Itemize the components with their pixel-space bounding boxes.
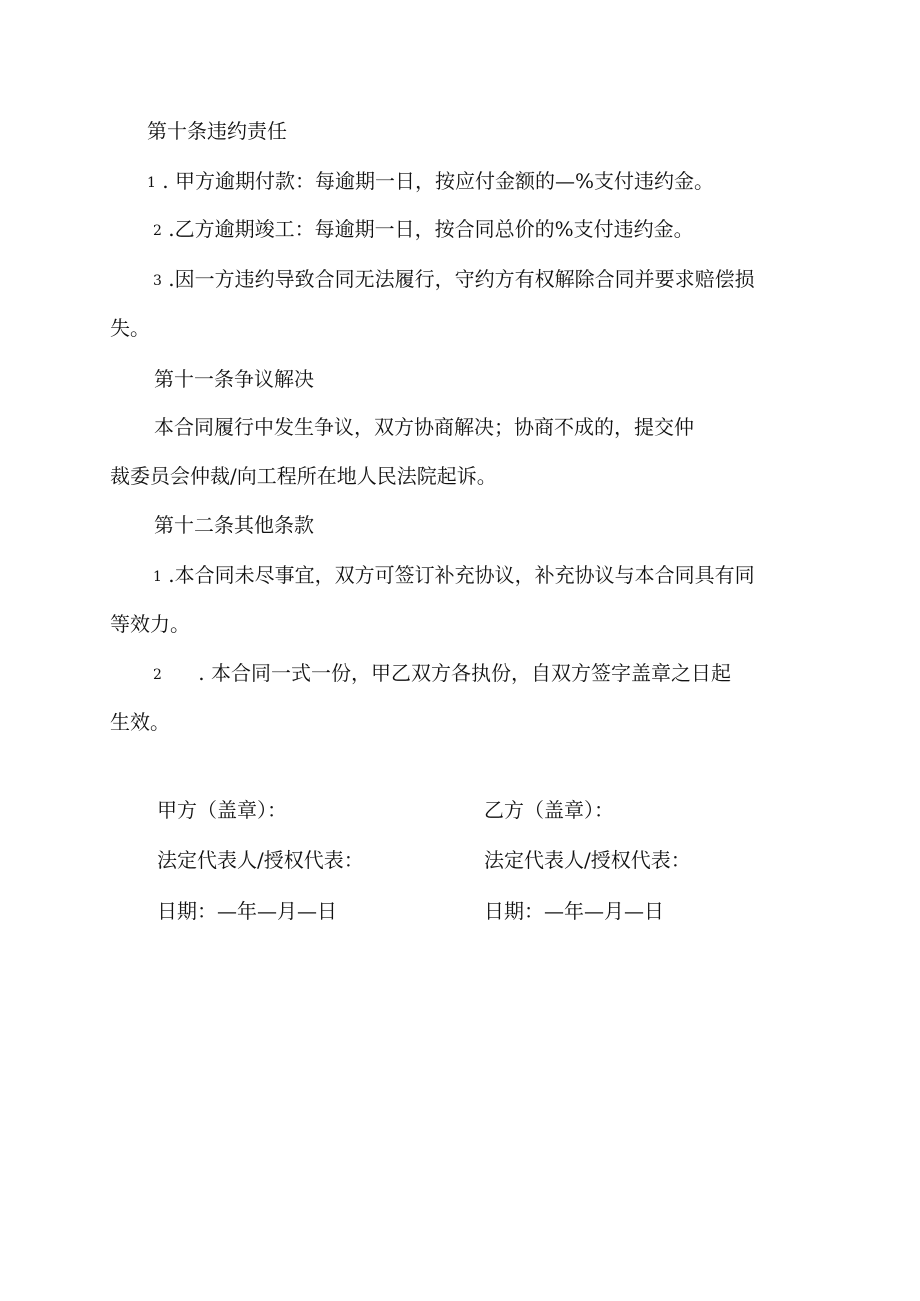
party-b-representative: 法定代表人/授权代表：: [484, 848, 691, 872]
article-11-line-2: 裁委员会仲裁/向工程所在地人民法院起诉。: [110, 464, 497, 488]
item-number: 2: [153, 667, 162, 683]
item-number: 2: [153, 223, 162, 239]
article-10-item-2: [153, 216, 694, 244]
article-12-item-1-continuation: 等效力。: [110, 612, 190, 636]
party-a-date: 日期：—年—月—日: [157, 899, 337, 923]
party-a-representative: 法定代表人/授权代表：: [157, 848, 364, 872]
item-number: 3: [153, 273, 162, 289]
article-10-heading: 第十条违约责任: [147, 119, 287, 143]
item-number: 1: [153, 569, 162, 585]
item-number: 1: [147, 175, 156, 191]
item-text: . 本合同一式一份，甲乙双方各执份，自双方签字盖章之日起: [198, 661, 731, 685]
party-b-seal: 乙方（盖章）：: [484, 798, 614, 822]
party-b-date: 日期：—年—月—日: [484, 899, 664, 923]
article-11-heading: 第十一条争议解决: [154, 367, 314, 391]
article-12-heading: 第十二条其他条款: [154, 513, 314, 537]
article-12-item-1: [153, 562, 755, 590]
item-text: . 甲方逾期付款：每逾期一日，按应付金额的—%支付违约金。: [162, 169, 714, 193]
article-11-line-1: 本合同履行中发生争议，双方协商解决；协商不成的，提交仲: [154, 415, 694, 439]
item-text: .因一方违约导致合同无法履行，守约方有权解除合同并要求赔偿损: [168, 267, 755, 291]
party-a-seal: 甲方（盖章）：: [157, 798, 287, 822]
article-12-item-2-continuation: 生效。: [110, 710, 170, 734]
item-text: .乙方逾期竣工：每逾期一日，按合同总价的%支付违约金。: [168, 217, 694, 241]
article-10-item-1: [147, 168, 714, 196]
article-10-item-3: [153, 266, 755, 294]
article-12-item-2: [153, 660, 731, 688]
item-text: .本合同未尽事宜，双方可签订补充协议，补充协议与本合同具有同: [168, 563, 755, 587]
article-10-item-3-continuation: 失。: [110, 316, 150, 340]
